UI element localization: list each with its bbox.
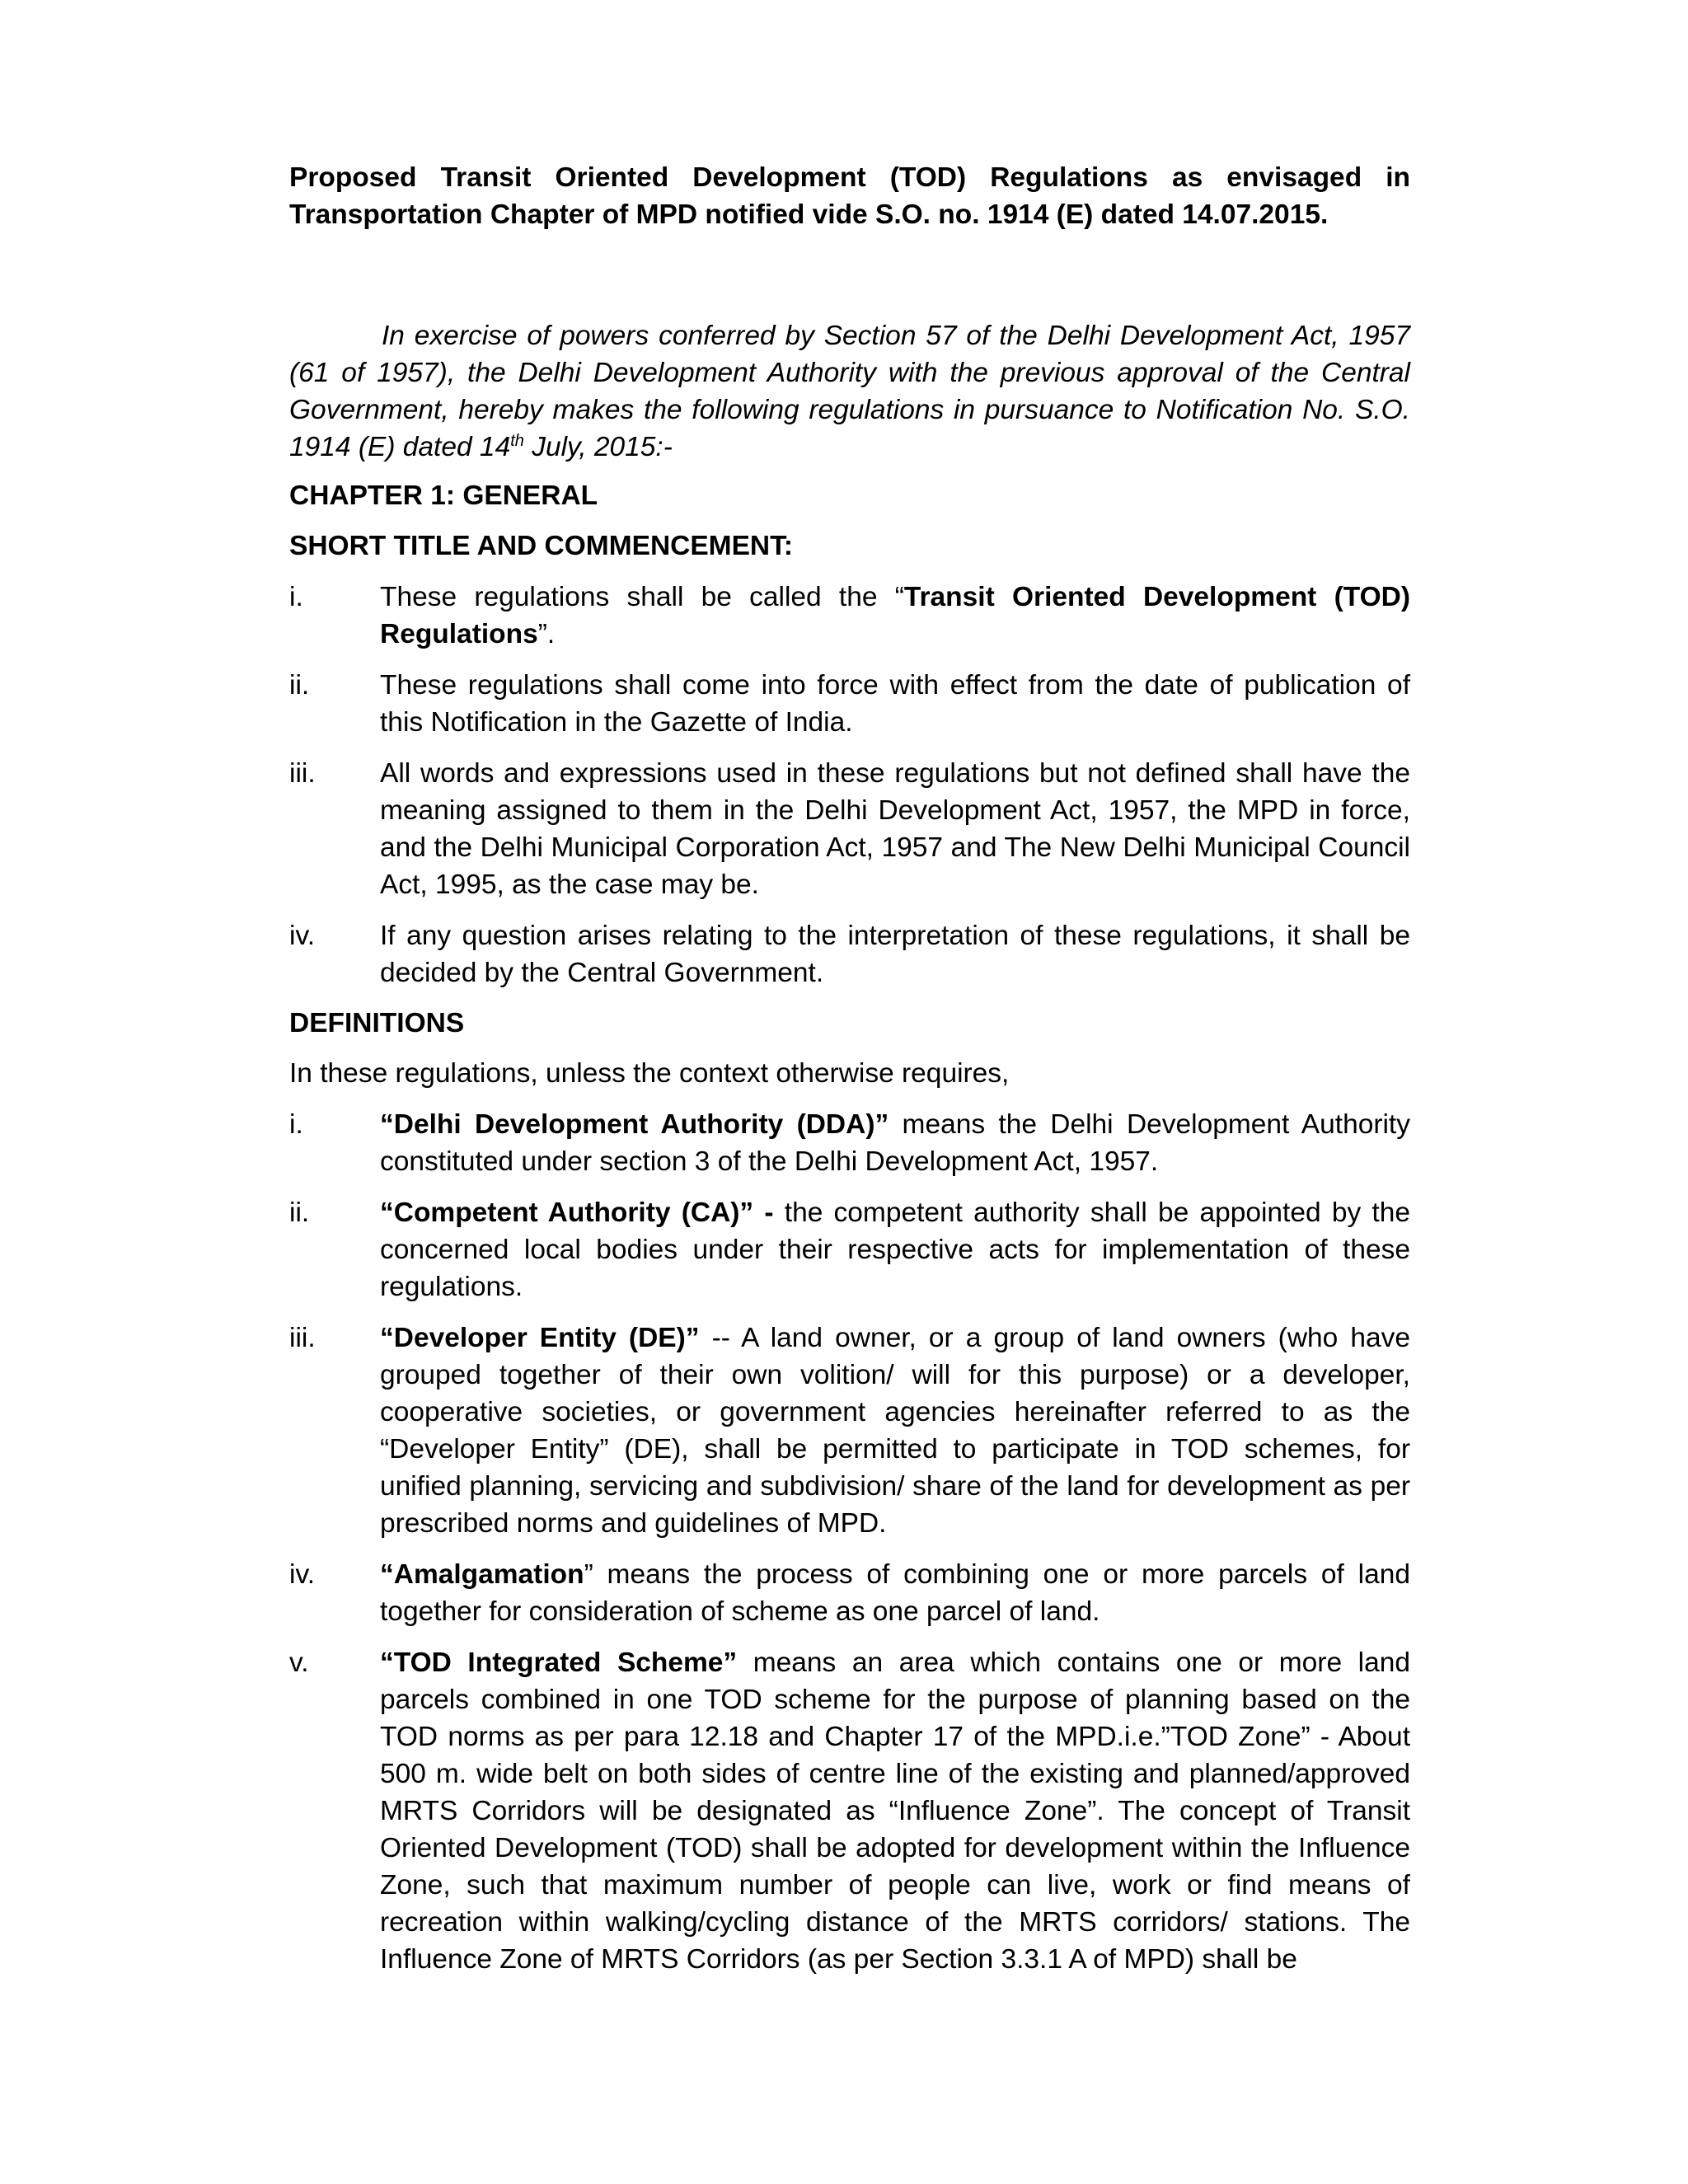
short-title-heading: SHORT TITLE AND COMMENCEMENT: (289, 531, 794, 561)
definition-text: ” means the process of combining one or more parcels of land together for consideration of scheme as one parcel of land. (380, 1559, 1410, 1627)
item-number: iii. (289, 758, 316, 789)
item-number: i. (289, 1109, 303, 1140)
item-text: All words and expressions used in these regulations but not defined shall have the meaning assigned to them in the Delhi Development Act, 1957, the MPD in force, and the Delhi Municipal Corporation Act, 1957 and The New Delhi Municipal Council Act, 1995, as the case may be. (380, 758, 1410, 900)
definitions-intro: In these regulations, unless the context otherwise requires, (289, 1058, 1010, 1089)
preamble-text-end: July, 2015:- (523, 432, 673, 462)
definition-text: the competent authority shall be appointed by the concerned local bodies under their respective acts for implementation of these regulations. (380, 1197, 1410, 1302)
item-bold-text: Transit Oriented Development (TOD) Regulations (380, 582, 1410, 649)
item-text: These regulations shall come into force with effect from the date of publication of this Notification in the Gazette of India. (380, 670, 1410, 738)
preamble-superscript: th (510, 431, 524, 450)
item-text-end: ”. (537, 619, 556, 649)
defined-term: “Amalgamation (380, 1559, 584, 1590)
defined-term: “Competent Authority (CA)” - (380, 1197, 774, 1228)
definition-item (289, 1556, 1410, 1630)
item-number: ii. (289, 670, 310, 701)
document-title: Proposed Transit Oriented Development (TOD) Regulations as envisaged in Transportation Chapter of MPD notified vide S.O. no. 1914 (E) dated 14.07.2015. (289, 162, 1410, 230)
definition-text: -- A land owner, or a group of land owners (who have grouped together of their own volition/ will for this purpose) or a developer, cooperative societies, or government agencies hereinafter referred to as the “Developer Entity” (DE), shall be permitted to participate in TOD schemes, for unified planning, servicing and subdivision/ share of the land for development as per prescribed norms and guidelines of MPD. (380, 1323, 1410, 1539)
definition-item (289, 1644, 1410, 1978)
document-page (289, 159, 1410, 1978)
item-number: iv. (289, 1559, 316, 1590)
item-number: i. (289, 582, 303, 612)
item-text: If any question arises relating to the interpretation of these regulations, it shall be decided by the Central Government. (380, 921, 1410, 988)
defined-term: “TOD Integrated Scheme” (380, 1647, 738, 1678)
item-number: ii. (289, 1197, 310, 1228)
definition-item (289, 1319, 1410, 1542)
item-text: These regulations shall be called the “ (380, 582, 904, 612)
defined-term: “Delhi Development Authority (DDA)” (380, 1109, 889, 1140)
item-number: v. (289, 1647, 309, 1678)
item-number: iii. (289, 1323, 316, 1353)
defined-term: “Developer Entity (DE)” (380, 1323, 700, 1353)
definition-item (289, 1106, 1410, 1180)
definitions-heading: DEFINITIONS (289, 1008, 465, 1038)
item-number: iv. (289, 921, 316, 951)
chapter-heading: CHAPTER 1: GENERAL (289, 480, 598, 511)
preamble-paragraph (289, 317, 1410, 466)
definition-text: means an area which contains one or more land parcels combined in one TOD scheme for the purpose of planning based on the TOD norms as per para 12.18 and Chapter 17 of the MPD.i.e.”TOD Zone” - About 500 m. wide belt on both sides of centre line of the existing and planned/approved MRTS Corridors will be designated as “Influence Zone”. The concept of Transit Oriented Development (TOD) shall be adopted for development within the Influence Zone, such that maximum number of people can live, work or find means of recreation within walking/cycling distance of the MRTS corridors/ stations. The Influence Zone of MRTS Corridors (as per Section 3.3.1 A of MPD) shall be (380, 1647, 1410, 1975)
short-title-item (289, 667, 1410, 741)
short-title-item (289, 579, 1410, 653)
preamble-text: In exercise of powers conferred by Section 57 of the Delhi Development Act, 1957 (61 of 1957), the Delhi Development Authority with the previous approval of the Central Government, hereby makes the following regulations in pursuance to Notification No. S.O. 1914 (E) dated 14 (289, 321, 1410, 462)
short-title-item (289, 917, 1410, 991)
definition-text: means the Delhi Development Authority constituted under section 3 of the Delhi Development Act, 1957. (380, 1109, 1410, 1177)
definition-item (289, 1194, 1410, 1305)
short-title-item (289, 755, 1410, 903)
